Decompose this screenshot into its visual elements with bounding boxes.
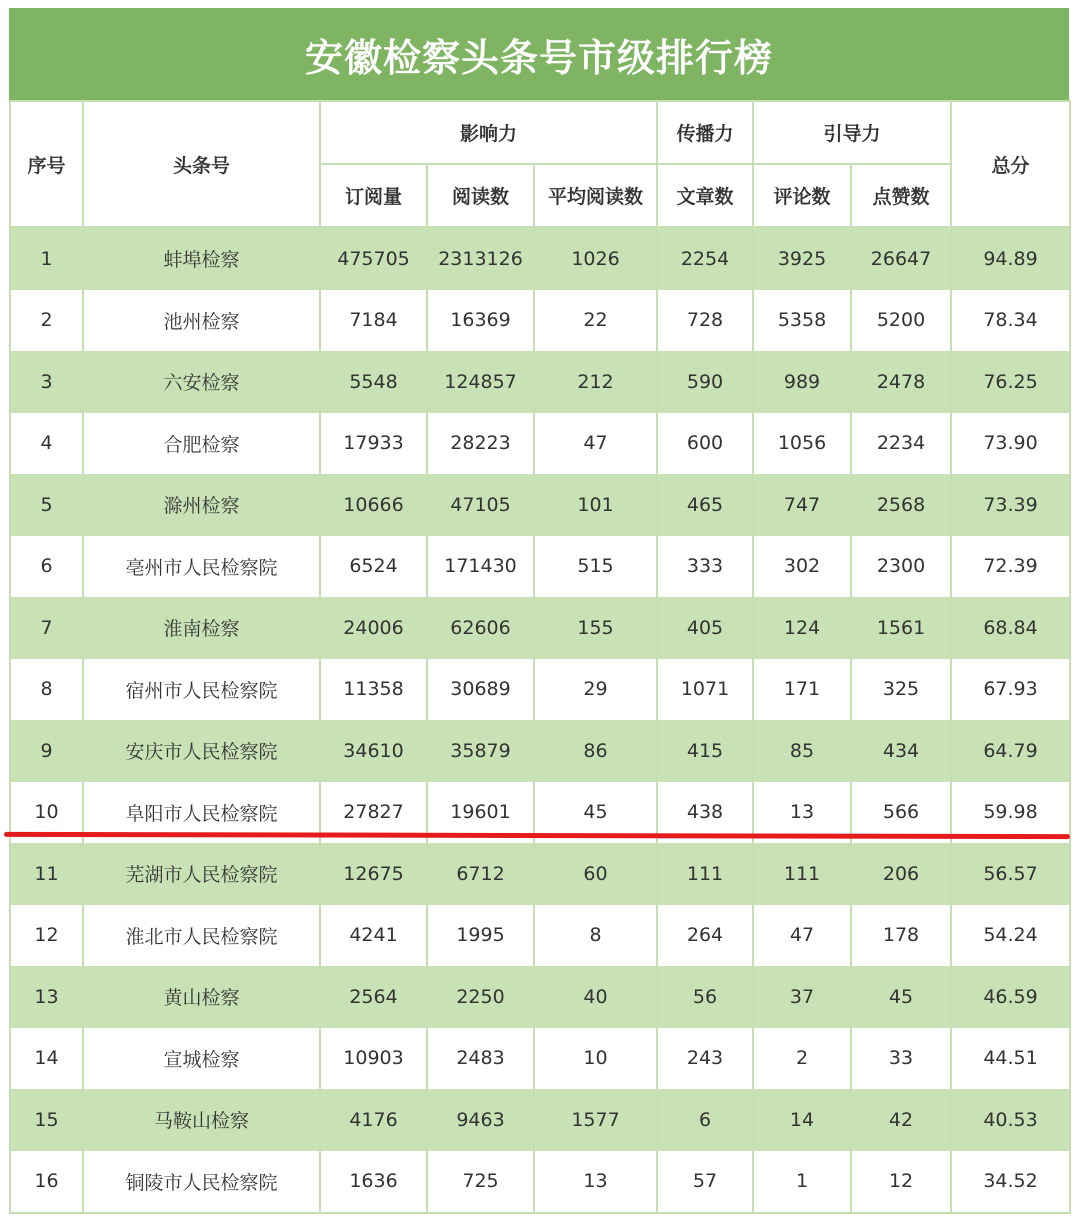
cell-rank: 3: [10, 351, 83, 413]
cell-comments: 3925: [753, 227, 851, 290]
cell-account-name: 六安检察: [83, 351, 320, 413]
table-row: [10, 597, 1070, 659]
table-row: [10, 536, 1070, 598]
cell-articles: 6: [657, 1089, 753, 1151]
cell-reads: 1995: [427, 905, 534, 967]
cell-reads: 30689: [427, 659, 534, 721]
cell-subs: 11358: [320, 659, 427, 721]
cell-comments: 1056: [753, 413, 851, 475]
table-row: [10, 474, 1070, 536]
cell-account-name: 滁州检察: [83, 474, 320, 536]
cell-avg-reads: 212: [534, 351, 657, 413]
table-row: [10, 659, 1070, 721]
cell-reads: 6712: [427, 843, 534, 905]
cell-articles: 57: [657, 1151, 753, 1214]
cell-articles: 264: [657, 905, 753, 967]
cell-rank: 2: [10, 290, 83, 352]
header-spread: 传播力: [657, 101, 753, 164]
cell-articles: 728: [657, 290, 753, 352]
cell-total: 76.25: [951, 351, 1070, 413]
cell-account-name: 亳州市人民检察院: [83, 536, 320, 598]
cell-rank: 1: [10, 227, 83, 290]
cell-comments: 124: [753, 597, 851, 659]
cell-account-name: 合肥检察: [83, 413, 320, 475]
header-reads: 阅读数: [427, 164, 534, 227]
cell-avg-reads: 86: [534, 720, 657, 782]
cell-account-name: 池州检察: [83, 290, 320, 352]
cell-likes: 26647: [851, 227, 951, 290]
cell-likes: 206: [851, 843, 951, 905]
cell-rank: 10: [10, 782, 83, 844]
table-row: [10, 843, 1070, 905]
cell-articles: 438: [657, 782, 753, 844]
header-rank: 序号: [10, 101, 83, 227]
cell-subs: 27827: [320, 782, 427, 844]
table-row: [10, 1151, 1070, 1214]
cell-articles: 56: [657, 966, 753, 1028]
cell-articles: 243: [657, 1028, 753, 1090]
cell-avg-reads: 8: [534, 905, 657, 967]
cell-total: 68.84: [951, 597, 1070, 659]
cell-account-name: 马鞍山检察: [83, 1089, 320, 1151]
cell-total: 46.59: [951, 966, 1070, 1028]
cell-rank: 6: [10, 536, 83, 598]
cell-total: 73.39: [951, 474, 1070, 536]
cell-subs: 4241: [320, 905, 427, 967]
cell-avg-reads: 45: [534, 782, 657, 844]
cell-articles: 415: [657, 720, 753, 782]
cell-rank: 11: [10, 843, 83, 905]
cell-likes: 1561: [851, 597, 951, 659]
cell-subs: 5548: [320, 351, 427, 413]
cell-account-name: 安庆市人民检察院: [83, 720, 320, 782]
cell-account-name: 淮北市人民检察院: [83, 905, 320, 967]
cell-likes: 566: [851, 782, 951, 844]
cell-likes: 45: [851, 966, 951, 1028]
cell-avg-reads: 10: [534, 1028, 657, 1090]
cell-avg-reads: 29: [534, 659, 657, 721]
cell-reads: 16369: [427, 290, 534, 352]
cell-rank: 4: [10, 413, 83, 475]
cell-likes: 2568: [851, 474, 951, 536]
cell-comments: 2: [753, 1028, 851, 1090]
cell-articles: 2254: [657, 227, 753, 290]
cell-articles: 465: [657, 474, 753, 536]
cell-avg-reads: 101: [534, 474, 657, 536]
header-total: 总分: [951, 101, 1070, 227]
cell-avg-reads: 13: [534, 1151, 657, 1214]
cell-subs: 12675: [320, 843, 427, 905]
cell-subs: 6524: [320, 536, 427, 598]
cell-likes: 12: [851, 1151, 951, 1214]
cell-reads: 9463: [427, 1089, 534, 1151]
cell-account-name: 黄山检察: [83, 966, 320, 1028]
cell-avg-reads: 22: [534, 290, 657, 352]
table-header: [10, 101, 1070, 227]
cell-total: 67.93: [951, 659, 1070, 721]
cell-comments: 1: [753, 1151, 851, 1214]
cell-subs: 10666: [320, 474, 427, 536]
cell-reads: 171430: [427, 536, 534, 598]
cell-likes: 42: [851, 1089, 951, 1151]
table-row: [10, 413, 1070, 475]
cell-total: 78.34: [951, 290, 1070, 352]
header-account: 头条号: [83, 101, 320, 227]
cell-comments: 111: [753, 843, 851, 905]
title-banner: [9, 8, 1069, 100]
cell-articles: 600: [657, 413, 753, 475]
cell-likes: 2478: [851, 351, 951, 413]
cell-reads: 62606: [427, 597, 534, 659]
cell-likes: 5200: [851, 290, 951, 352]
cell-rank: 14: [10, 1028, 83, 1090]
cell-reads: 47105: [427, 474, 534, 536]
cell-articles: 405: [657, 597, 753, 659]
cell-avg-reads: 40: [534, 966, 657, 1028]
cell-likes: 434: [851, 720, 951, 782]
table-row: [10, 1028, 1070, 1090]
cell-avg-reads: 515: [534, 536, 657, 598]
cell-articles: 1071: [657, 659, 753, 721]
table-row: [10, 1089, 1070, 1151]
cell-rank: 15: [10, 1089, 83, 1151]
header-avg-reads: 平均阅读数: [534, 164, 657, 227]
cell-reads: 2483: [427, 1028, 534, 1090]
cell-account-name: 宣城检察: [83, 1028, 320, 1090]
cell-rank: 16: [10, 1151, 83, 1214]
cell-avg-reads: 155: [534, 597, 657, 659]
cell-comments: 85: [753, 720, 851, 782]
cell-account-name: 芜湖市人民检察院: [83, 843, 320, 905]
header-comments: 评论数: [753, 164, 851, 227]
cell-subs: 7184: [320, 290, 427, 352]
cell-reads: 2313126: [427, 227, 534, 290]
cell-rank: 8: [10, 659, 83, 721]
table-row: [10, 227, 1070, 290]
cell-account-name: 宿州市人民检察院: [83, 659, 320, 721]
cell-articles: 111: [657, 843, 753, 905]
cell-comments: 13: [753, 782, 851, 844]
cell-total: 73.90: [951, 413, 1070, 475]
cell-avg-reads: 1577: [534, 1089, 657, 1151]
header-likes: 点赞数: [851, 164, 951, 227]
table-body: [10, 227, 1070, 1213]
cell-reads: 35879: [427, 720, 534, 782]
header-articles: 文章数: [657, 164, 753, 227]
cell-total: 40.53: [951, 1089, 1070, 1151]
table-row: [10, 905, 1070, 967]
cell-subs: 24006: [320, 597, 427, 659]
cell-total: 94.89: [951, 227, 1070, 290]
cell-comments: 5358: [753, 290, 851, 352]
table-row: [10, 966, 1070, 1028]
cell-subs: 17933: [320, 413, 427, 475]
cell-total: 56.57: [951, 843, 1070, 905]
cell-account-name: 淮南检察: [83, 597, 320, 659]
ranking-table: [9, 100, 1071, 1214]
cell-account-name: 蚌埠检察: [83, 227, 320, 290]
cell-subs: 4176: [320, 1089, 427, 1151]
cell-comments: 47: [753, 905, 851, 967]
cell-rank: 12: [10, 905, 83, 967]
cell-articles: 590: [657, 351, 753, 413]
header-guide: 引导力: [753, 101, 951, 164]
cell-rank: 9: [10, 720, 83, 782]
cell-subs: 2564: [320, 966, 427, 1028]
cell-account-name: 阜阳市人民检察院: [83, 782, 320, 844]
cell-likes: 2234: [851, 413, 951, 475]
cell-avg-reads: 47: [534, 413, 657, 475]
cell-total: 44.51: [951, 1028, 1070, 1090]
cell-reads: 19601: [427, 782, 534, 844]
cell-total: 64.79: [951, 720, 1070, 782]
cell-total: 34.52: [951, 1151, 1070, 1214]
cell-comments: 747: [753, 474, 851, 536]
cell-rank: 7: [10, 597, 83, 659]
cell-total: 54.24: [951, 905, 1070, 967]
cell-avg-reads: 1026: [534, 227, 657, 290]
cell-avg-reads: 60: [534, 843, 657, 905]
cell-comments: 302: [753, 536, 851, 598]
table-row: [10, 351, 1070, 413]
cell-likes: 2300: [851, 536, 951, 598]
cell-likes: 325: [851, 659, 951, 721]
cell-comments: 989: [753, 351, 851, 413]
cell-subs: 1636: [320, 1151, 427, 1214]
table-row: [10, 290, 1070, 352]
cell-likes: 178: [851, 905, 951, 967]
cell-comments: 171: [753, 659, 851, 721]
cell-likes: 33: [851, 1028, 951, 1090]
cell-comments: 14: [753, 1089, 851, 1151]
cell-subs: 34610: [320, 720, 427, 782]
cell-rank: 5: [10, 474, 83, 536]
cell-rank: 13: [10, 966, 83, 1028]
page-title: 安徽检察头条号市级排行榜: [304, 35, 773, 80]
cell-subs: 475705: [320, 227, 427, 290]
cell-articles: 333: [657, 536, 753, 598]
cell-reads: 725: [427, 1151, 534, 1214]
cell-comments: 37: [753, 966, 851, 1028]
cell-reads: 2250: [427, 966, 534, 1028]
table-row: [10, 720, 1070, 782]
cell-total: 59.98: [951, 782, 1070, 844]
cell-reads: 28223: [427, 413, 534, 475]
cell-subs: 10903: [320, 1028, 427, 1090]
cell-account-name: 铜陵市人民检察院: [83, 1151, 320, 1214]
cell-reads: 124857: [427, 351, 534, 413]
cell-total: 72.39: [951, 536, 1070, 598]
header-influence: 影响力: [320, 101, 657, 164]
header-subs: 订阅量: [320, 164, 427, 227]
